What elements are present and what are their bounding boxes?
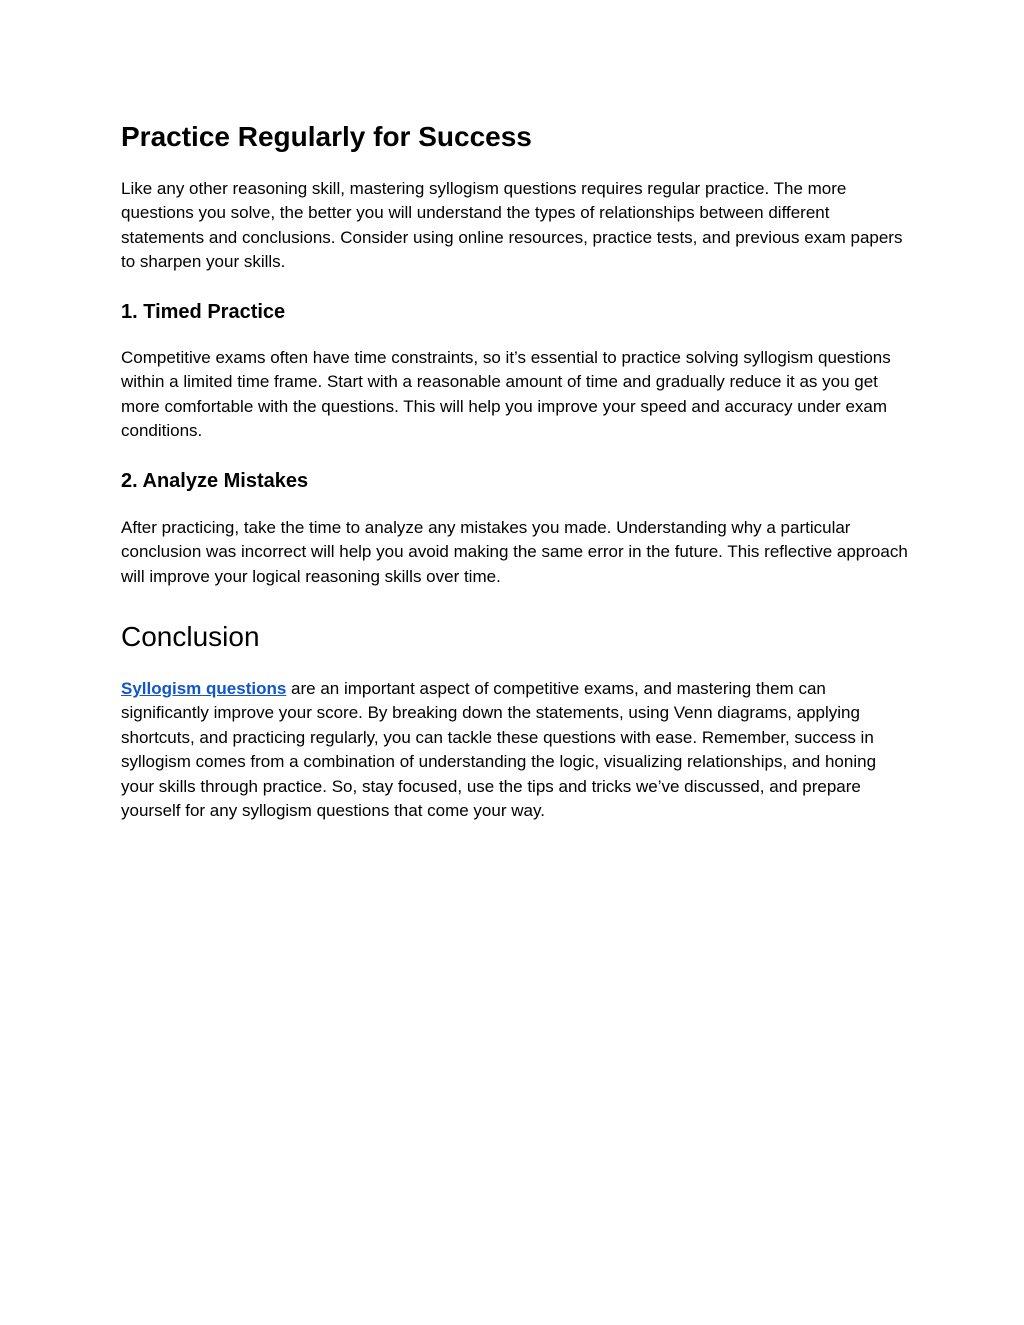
analyze-mistakes-heading: 2. Analyze Mistakes <box>121 470 309 492</box>
analyze-mistakes-paragraph: After practicing, take the time to analyze any mistakes you made. Understanding why a particular conclusion was incorrect will help you avoid making the same error in the future. This reflective approach will improve your logical reasoning skills over time. <box>121 518 908 586</box>
timed-practice-paragraph: Competitive exams often have time constraints, so it’s essential to practice solving syllogism questions within a limited time frame. Start with a reasonable amount of time and gradually reduce it as you get more comfortable with the questions. This will help you improve your speed and accuracy under exam conditions. <box>121 348 891 441</box>
conclusion-heading: Conclusion <box>121 621 260 652</box>
conclusion-text: are an important aspect of competitive exams, and mastering them can significantly improve your score. By breaking down the statements, using Venn diagrams, applying shortcuts, and practicing regularly, you can tackle these questions with ease. Remember, success in syllogism comes from a combination of understanding the logic, visualizing relationships, and honing your skills through practice. So, stay focused, use the tips and tricks we’ve discussed, and prepare yourself for any syllogism questions that come your way. <box>121 679 877 821</box>
timed-practice-heading: 1. Timed Practice <box>121 301 286 323</box>
practice-heading: Practice Regularly for Success <box>121 121 532 152</box>
practice-paragraph: Like any other reasoning skill, mastering syllogism questions requires regular practice. The more questions you solve, the better you will understand the types of relationships between different statements and conclusions. Consider using online resources, practice tests, and previous exam papers to sharpen your skills. <box>121 179 903 272</box>
syllogism-questions-link[interactable]: Syllogism questions <box>121 679 287 698</box>
conclusion-paragraph <box>121 677 911 823</box>
